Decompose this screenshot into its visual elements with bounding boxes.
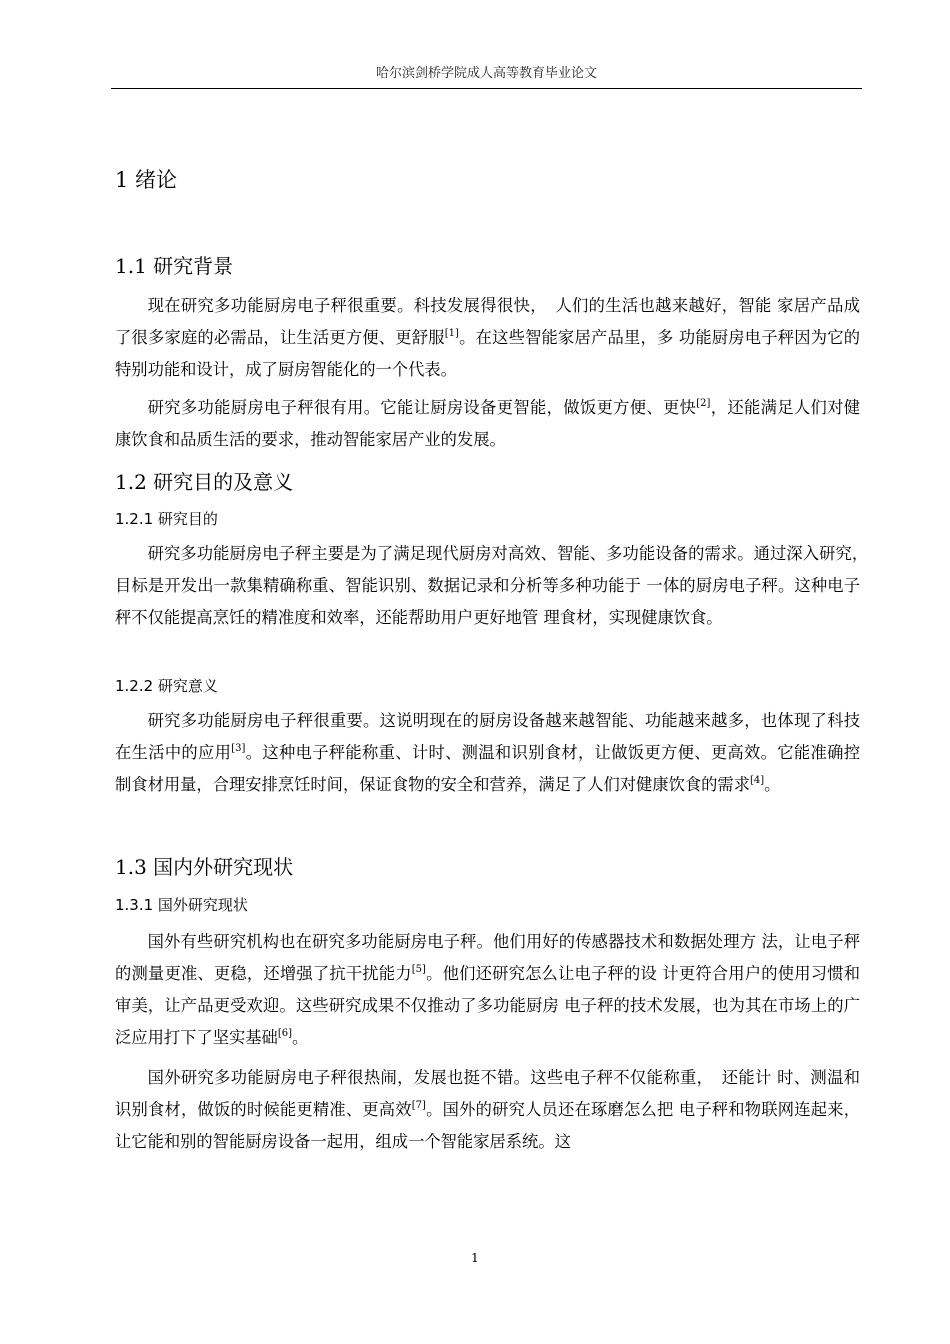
page-number: 1 [471, 1251, 479, 1265]
section-heading-1-2: 1.2 研究目的及意义 [115, 470, 294, 494]
citation-4: [4] [749, 775, 765, 786]
chapter-title: 1 绪论 [115, 168, 178, 192]
subsection-heading-1-2-2: 1.2.2 研究意义 [115, 677, 218, 695]
citation-1: [1] [444, 328, 459, 339]
citation-3: [3] [231, 743, 246, 754]
paragraph-significance: 研究多功能厨房电子秤很重要。这说明现在的厨房设备越来越智能、功能越来越多，也体现了科技在生活中的应用[3]。这种电子秤能称重、计时、测温和识别食材，让做饭更方便、更高效。它能准确控制食材用量，合理安排烹饪时间，保证食物的安全和营养，满足了人们对健康饮食的需求[4]。 [115, 711, 860, 794]
page-header: 哈尔滨剑桥学院成人高等教育毕业论文 [111, 62, 862, 89]
section-heading-1-3: 1.3 国内外研究现状 [115, 855, 294, 879]
paragraph-purpose: 研究多功能厨房电子秤主要是为了满足现代厨房对高效、智能、多功能设备的需求。通过深入研究， 目标是开发出一款集精确称重、智能识别、数据记录和分析等多种功能于 一体的厨房电子秤。这种电子秤不仅能提高烹饪的精准度和效率，还能帮助用户更好地管 理食材，实现健康饮食。 [115, 544, 877, 627]
paragraph-background-1: 现在研究多功能厨房电子秤很重要。科技发展得很快， 人们的生活也越来越好，智能 家居产品成了很多家庭的必需品，让生活更方便、更舒服[1]。在这些智能家居产品里，多 功能厨房电子秤因为它的特别功能和设计，成了厨房智能化的一个代表。 [115, 296, 860, 379]
subsection-heading-1-3-1: 1.3.1 国外研究现状 [115, 896, 248, 914]
citation-7: [7] [411, 1100, 426, 1111]
citation-6: [6] [277, 1028, 292, 1039]
citation-5: [5] [411, 964, 426, 975]
paragraph-foreign-research-1: 国外有些研究机构也在研究多功能厨房电子秤。他们用好的传感器技术和数据处理方 法，让电子秤的测量更准、更稳，还增强了抗干扰能力[5]。他们还研究怎么让电子秤的设 计更符合用户的使用习惯和审美，让产品更受欢迎。这些研究成果不仅推动了多功能厨房 电子秤的技术发展，也为其在市场上的广泛应用打下了坚实基础[6]。 [115, 932, 860, 1047]
paragraph-background-2: 研究多功能厨房电子秤很有用。它能让厨房设备更智能，做饭更方便、更快[2]，还能满足人们对健康饮食和品质生活的要求，推动智能家居产业的发展。 [115, 398, 860, 449]
citation-2: [2] [696, 398, 711, 409]
section-heading-1-1: 1.1 研究背景 [115, 254, 234, 278]
subsection-heading-1-2-1: 1.2.1 研究目的 [115, 510, 218, 528]
paragraph-foreign-research-2: 国外研究多功能厨房电子秤很热闹，发展也挺不错。这些电子秤不仅能称重， 还能计 时、测温和识别食材，做饭的时候能更精准、更高效[7]。国外的研究人员还在琢磨怎么把 电子秤和物联网连起来，让它能和别的智能厨房设备一起用，组成一个智能家居系统。这 [115, 1068, 860, 1151]
